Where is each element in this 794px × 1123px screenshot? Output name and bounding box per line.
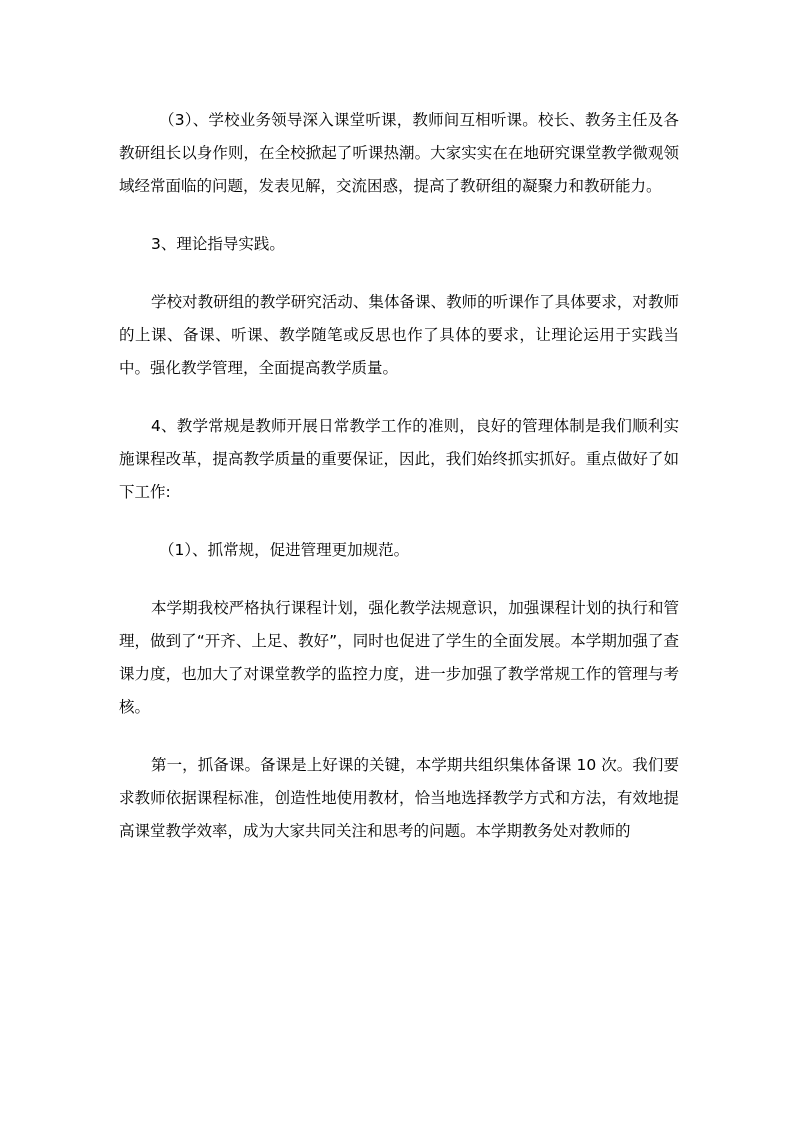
paragraph-lesson-preparation: 第一，抓备课。备课是上好课的关键，本学期共组织集体备课 10 次。我们要求教师依据课程标准，创造性地使用教材，恰当地选择教学方式和方法，有效地提高课堂教学效率，成为大家共同关注和思考的问题。本学期教务处对教师的 <box>119 756 679 840</box>
paragraph-gap <box>119 261 679 286</box>
paragraph-gap <box>119 567 679 592</box>
document-body <box>119 104 679 848</box>
paragraph-teaching-routines: 4、教学常规是教师开展日常教学工作的准则，良好的管理体制是我们顺利实施课程改革，提高教学质量的重要保证，因此，我们始终抓实抓好。重点做好了如下工作: <box>119 417 679 501</box>
paragraph-gap <box>119 203 679 228</box>
paragraph-gap <box>119 385 679 410</box>
paragraph-gap <box>119 509 679 534</box>
paragraph-school-requirements: 学校对教研组的教学研究活动、集体备课、教师的听课作了具体要求，对教师的上课、备课、听课、教学随笔或反思也作了具体的要求，让理论运用于实践当中。强化教学管理，全面提高教学质量。 <box>119 293 679 377</box>
heading-grasp-routines: （1）、抓常规，促进管理更加规范。 <box>159 541 410 559</box>
heading-theory-guides-practice: 3、理论指导实践。 <box>151 235 285 253</box>
paragraph-curriculum-plan: 本学期我校严格执行课程计划，强化教学法规意识，加强课程计划的执行和管理，做到了“开齐、上足、教好”，同时也促进了学生的全面发展。本学期加强了查课力度，也加大了对课堂教学的监控力度，进一步加强了教学常规工作的管理与考核。 <box>119 599 679 716</box>
paragraph-lecture-observation: （3）、学校业务领导深入课堂听课，教师间互相听课。校长、教务主任及各教研组长以身作则，在全校掀起了听课热潮。大家实实在在地研究课堂教学微观领域经常面临的问题，发表见解，交流困惑，提高了教研组的凝聚力和教研能力。 <box>119 111 679 195</box>
paragraph-gap <box>119 724 679 749</box>
